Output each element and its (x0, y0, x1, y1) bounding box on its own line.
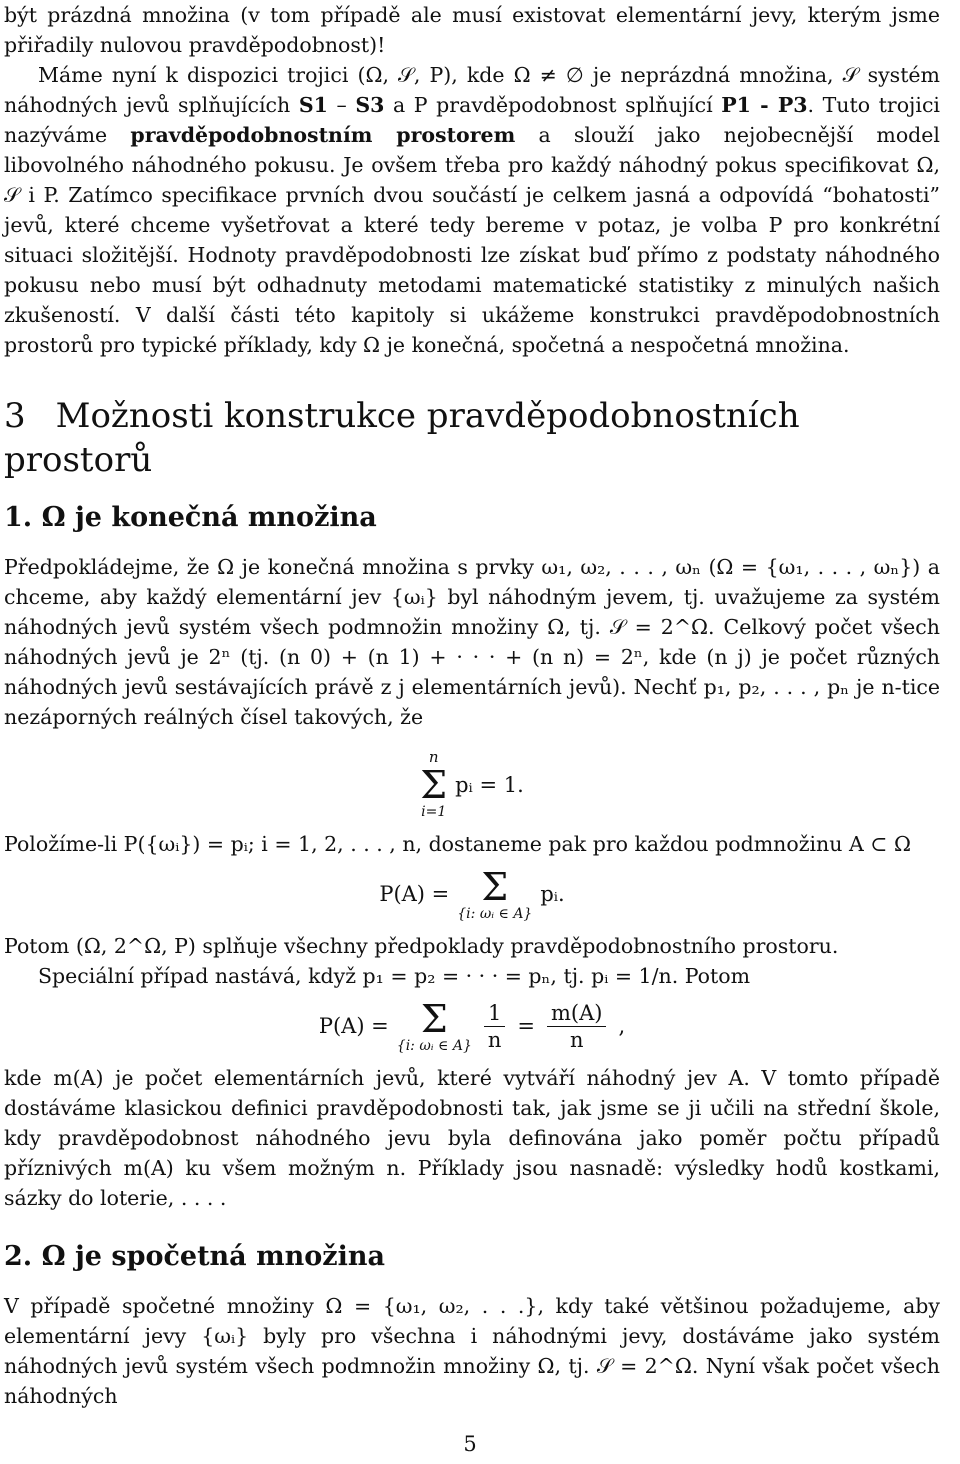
fraction-numerator: m(A) (547, 1000, 606, 1027)
sigma-symbol: Σ (420, 997, 448, 1041)
fraction-denominator: n (487, 1027, 502, 1052)
equation-lhs: P(A) = (318, 1014, 389, 1038)
sigma-symbol: Σ (481, 865, 509, 909)
equation-classical-probability (4, 999, 940, 1053)
sum-upper-limit: n (428, 748, 439, 766)
sum-lower-limit: {i: ωᵢ ∈ A} (396, 1038, 472, 1054)
equation-sum-pi (4, 740, 940, 819)
subsection-2-paragraph-1: V případě spočetné množiny Ω = {ω₁, ω₂, . . .}, kdy také většinou požadujeme, aby elementární jevy {ωᵢ} byly pro všechna i náhodnými jevy, dostáváme jako systém náhodných jevů systém všech podmnožin množiny Ω, tj. 𝒮 = 2^Ω. Nyní však počet všech náhodných (4, 1294, 940, 1408)
equation-rhs: pᵢ. (540, 882, 565, 906)
subsection-2-heading: 2. Ω je spočetná množina (4, 1241, 385, 1272)
subsection-1-heading: 1. Ω je konečná množina (4, 502, 377, 533)
equation-pa-sum (4, 867, 940, 921)
equation-lhs: P(A) = (379, 882, 450, 906)
fraction-numerator: 1 (484, 1000, 505, 1027)
intro-text-a: Máme nyní k dispozici trojici (Ω, 𝒮, P), kde Ω ≠ ∅ je neprázdná množina, 𝒮 systém náhodných jevů splňujících (4, 63, 940, 117)
document-page (4, 0, 940, 1411)
fraction-m-over-n (547, 1000, 606, 1053)
intro-paragraph-1: být prázdná množina (v tom případě ale musí existovat elementární jevy, kterým jsme přiřadily nulovou pravděpodobnost)! (4, 3, 940, 57)
subsection-1-paragraph-5: kde m(A) je počet elementárních jevů, které vytváří náhodný jev A. V tomto případě dostáváme klasickou definici pravděpodobnosti tak, jak jsme se ji učili na střední škole, kdy pravděpodobnost náhodného jevu byla definována jako poměr počtu případů příznivých m(A) ku všem možným n. Příklady jsou nasnadě: výsledky hodů kostkami, sázky do loterie, . . . . (4, 1066, 940, 1210)
condition-s3: S3 (355, 93, 385, 117)
intro-text-d: . Tuto trojici nazýváme (4, 93, 940, 147)
subsection-1-paragraph-3: Potom (Ω, 2^Ω, P) splňuje všechny předpoklady pravděpodobnostního prostoru. (4, 934, 839, 958)
subsection-1-paragraph-4: Speciální případ nastává, když p₁ = p₂ = · · · = pₙ, tj. pᵢ = 1/n. Potom (38, 964, 751, 988)
fraction-one-over-n (484, 1000, 506, 1053)
equation-rhs: pᵢ = 1. (455, 772, 524, 797)
section-3-heading (4, 394, 940, 482)
subsection-1-paragraph-2: Položíme-li P({ωᵢ}) = pᵢ; i = 1, 2, . . . , n, dostaneme pak pro každou podmnožinu A ⊂ Ω (4, 832, 911, 856)
sigma-symbol: Σ (420, 763, 448, 807)
equation-end: , (618, 1014, 626, 1038)
page-number: 5 (463, 1432, 477, 1456)
intro-paragraph-2 (4, 60, 940, 360)
intro-text-e: a slouží jako nejobecnější model libovolného náhodného pokusu. Je ovšem třeba pro každý náhodný pokus specifikovat Ω, 𝒮 i P. Zatímco specifikace prvních dvou součástí je celkem jasná a odpovídá “bohatosti” jevů, které chceme vyšetřovat a které tedy bereme v potaz, je volba P pro konkrétní situaci složitější. Hodnoty pravděpodobnosti lze získat buď přímo z podstaty náhodného pokusu nebo musí být odhadnuty metodami matematické statistiky z minulých našich zkušeností. V další části této kapitoly si ukážeme konstrukci pravděpodobnostních prostorů pro typické příklady, kdy Ω je konečná, spočetná a nespočetná množina. (4, 123, 940, 357)
sum-lower-limit: {i: ωᵢ ∈ A} (457, 906, 533, 922)
condition-p1-p3: P1 - P3 (721, 93, 808, 117)
condition-s1: S1 (298, 93, 328, 117)
sum-lower-limit: i=1 (421, 804, 447, 820)
intro-dash: – (327, 93, 356, 117)
equals-sign: = (517, 1014, 535, 1038)
section-number: 3 (4, 396, 26, 436)
section-title: Možnosti konstrukce pravděpodobnostních prostorů (4, 396, 800, 480)
intro-text-c: a P pravděpodobnost splňující (384, 93, 722, 117)
subsection-1-paragraph-1: Předpokládejme, že Ω je konečná množina s prvky ω₁, ω₂, . . . , ωₙ (Ω = {ω₁, . . . , ωₙ}) a chceme, aby každý elementární jev {ωᵢ} byl náhodným jevem, tj. uvažujeme za systém náhodných jevů systém všech podmnožin množiny Ω, tj. 𝒮 = 2^Ω. Celkový počet všech náhodných jevů je 2ⁿ (tj. (n 0) + (n 1) + · · · + (n n) = 2ⁿ, kde (n j) je počet různých náhodných jevů sestávajících právě z j elementárních jevů). Nechť p₁, p₂, . . . , pₙ je n-tice nezáporných reálných čísel takových, že (4, 555, 940, 729)
term-probability-space: pravděpodobnostním prostorem (130, 123, 516, 147)
fraction-denominator: n (569, 1027, 584, 1052)
